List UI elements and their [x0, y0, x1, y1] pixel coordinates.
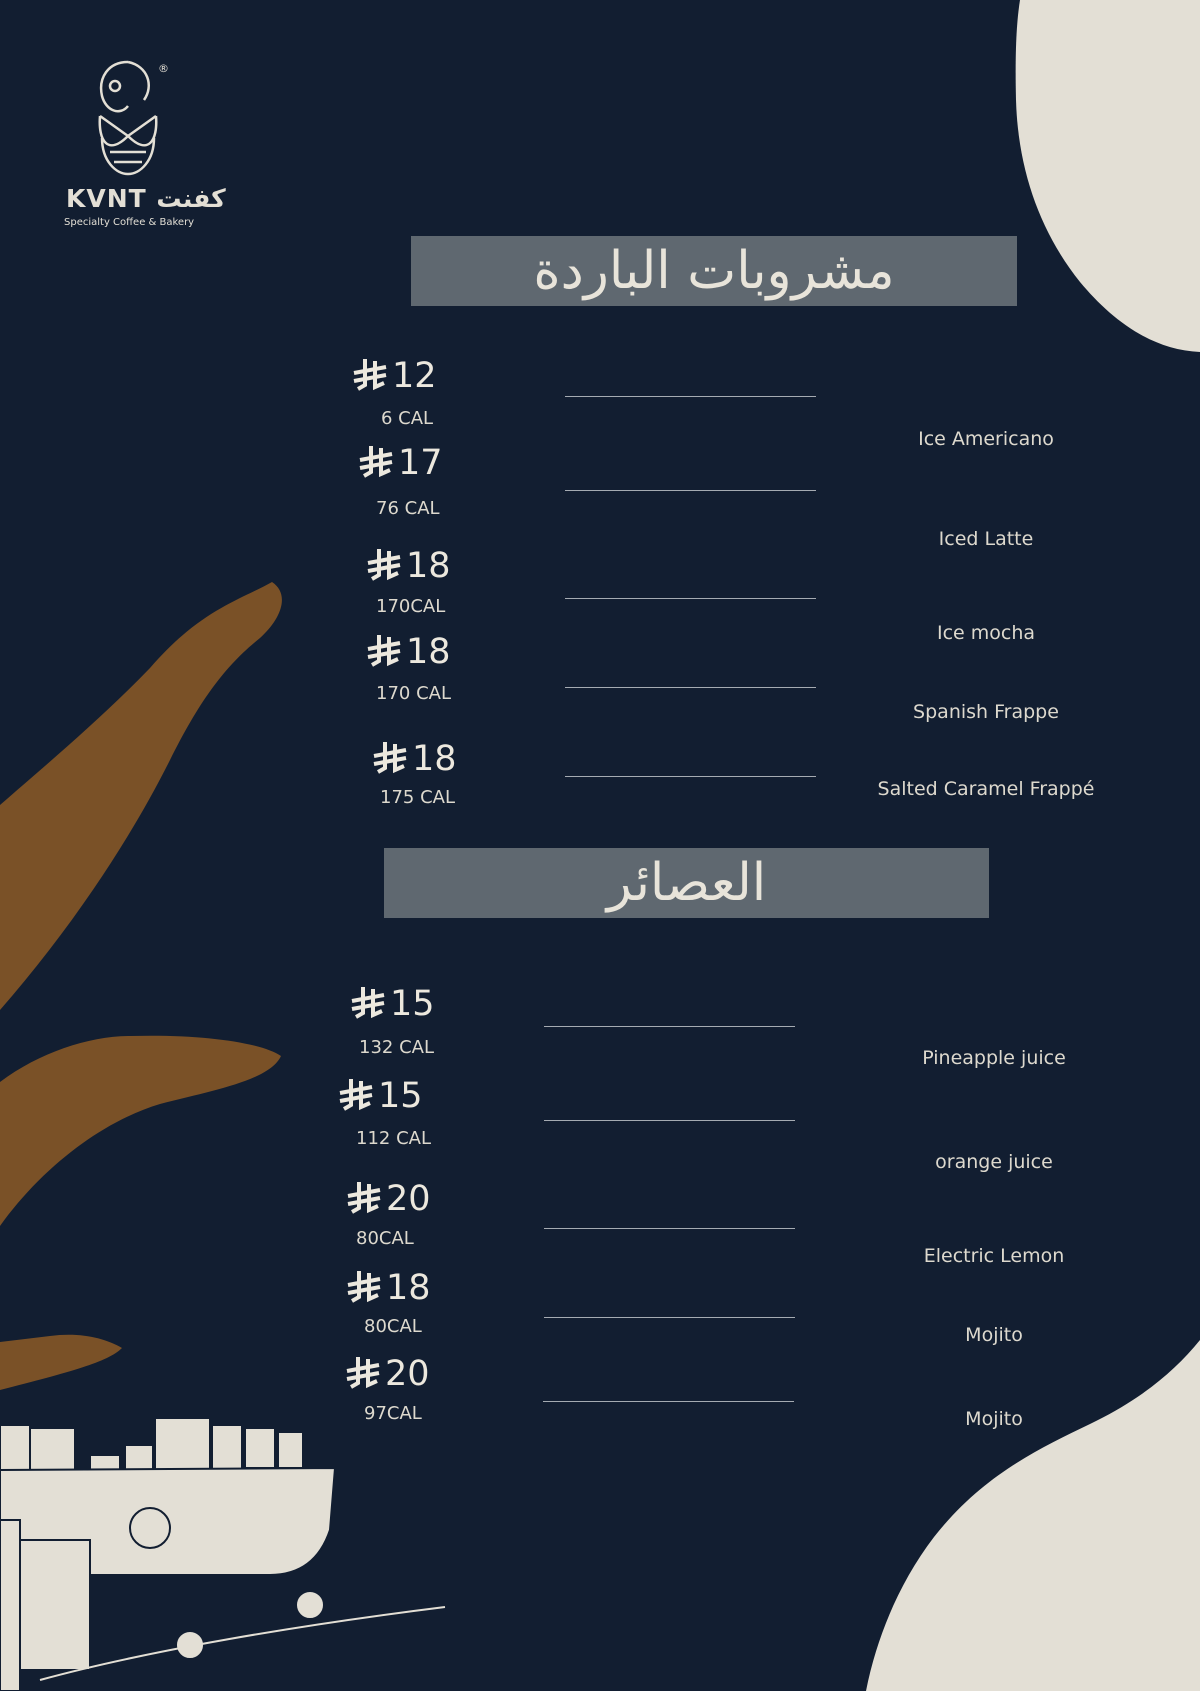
- section-title-juices: العصائر: [384, 848, 989, 918]
- price-value: 20: [385, 1353, 430, 1394]
- price-value: 15: [390, 983, 435, 1024]
- item-name-en: Mojito: [965, 1408, 1023, 1430]
- price-value: 15: [378, 1075, 423, 1116]
- price-value: 17: [398, 442, 443, 483]
- item-name-en: orange juice: [935, 1151, 1053, 1173]
- item-price: [372, 740, 457, 778]
- price-value: 18: [386, 1267, 431, 1308]
- divider-line: [544, 1120, 795, 1121]
- logo-mark-icon: [88, 56, 168, 186]
- item-price: [346, 1269, 431, 1307]
- item-calories: 112 CAL: [356, 1128, 431, 1149]
- leaf-shape: [0, 582, 282, 1010]
- divider-line: [565, 598, 816, 599]
- item-price: [366, 633, 451, 671]
- riyal-icon: [352, 357, 388, 395]
- divider-line: [565, 687, 816, 688]
- price-value: 18: [412, 738, 457, 779]
- riyal-icon: [366, 547, 402, 585]
- price-value: 18: [406, 545, 451, 586]
- item-name-en: Ice Americano: [918, 428, 1054, 450]
- item-calories: 80CAL: [364, 1316, 422, 1337]
- divider-line: [544, 1228, 795, 1229]
- price-value: 12: [392, 355, 437, 396]
- item-name-en: Salted Caramel Frappé: [877, 778, 1095, 800]
- counter-line: [40, 1607, 445, 1680]
- item-calories: 76 CAL: [376, 498, 440, 519]
- cream-blob-top-right: [1016, 0, 1200, 352]
- item-calories: 170CAL: [376, 596, 446, 617]
- item-name-en: Mojito: [965, 1324, 1023, 1346]
- item-price: [338, 1077, 423, 1115]
- divider-line: [565, 490, 816, 491]
- item-name-en: Ice mocha: [936, 622, 1036, 644]
- divider-line: [565, 776, 816, 777]
- divider-line: [543, 1401, 794, 1402]
- section-title-cold-drinks: مشروبات الباردة: [411, 236, 1017, 306]
- item-name-en: Spanish Frappe: [913, 701, 1059, 723]
- item-calories: 175 CAL: [380, 787, 455, 808]
- item-calories: 132 CAL: [359, 1037, 434, 1058]
- riyal-icon: [350, 985, 386, 1023]
- cream-blob-bottom-right: [866, 1340, 1200, 1691]
- item-calories: 6 CAL: [381, 408, 434, 429]
- price-value: 18: [406, 631, 451, 672]
- leaf-shape: [0, 1036, 281, 1226]
- price-value: 20: [386, 1178, 431, 1219]
- riyal-icon: [345, 1355, 381, 1393]
- riyal-icon: [358, 444, 394, 482]
- item-price: [350, 985, 435, 1023]
- brand-tagline: Specialty Coffee & Bakery: [64, 217, 195, 228]
- item-calories: 80CAL: [356, 1228, 414, 1249]
- leaf-shape: [0, 1335, 122, 1390]
- brand-logo: [58, 56, 226, 236]
- item-price: [366, 547, 451, 585]
- riyal-icon: [346, 1269, 382, 1307]
- item-price: [345, 1355, 430, 1393]
- item-price: [352, 357, 437, 395]
- item-name-en: Pineapple juice: [922, 1047, 1066, 1069]
- item-calories: 170 CAL: [376, 683, 451, 704]
- riyal-icon: [338, 1077, 374, 1115]
- riyal-icon: [366, 633, 402, 671]
- item-name-en: Electric Lemon: [923, 1245, 1065, 1267]
- divider-line: [565, 396, 816, 397]
- item-price: [346, 1180, 431, 1218]
- item-calories: 97CAL: [364, 1403, 422, 1424]
- item-price: [358, 444, 443, 482]
- divider-line: [544, 1317, 795, 1318]
- brand-name: KVNT كفنت: [66, 184, 226, 213]
- registered-mark: ®: [158, 62, 169, 75]
- item-name-en: Iced Latte: [938, 528, 1034, 550]
- riyal-icon: [346, 1180, 382, 1218]
- riyal-icon: [372, 740, 408, 778]
- divider-line: [544, 1026, 795, 1027]
